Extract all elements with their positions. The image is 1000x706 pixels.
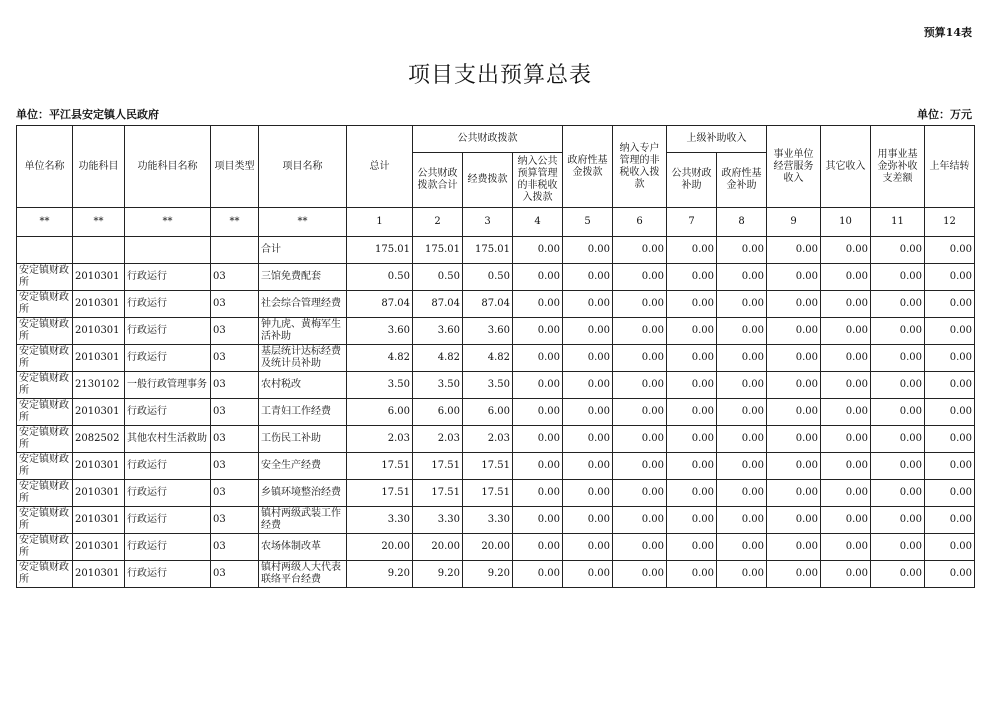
cell-amount: 0.00	[821, 426, 871, 453]
col-superior-public: 公共财政补助	[667, 153, 717, 208]
cell-amount: 0.00	[821, 534, 871, 561]
cell-project-type: 03	[211, 399, 259, 426]
cell-amount: 0.00	[667, 453, 717, 480]
cell-amount: 0.00	[667, 372, 717, 399]
table-row	[17, 480, 975, 507]
cell-function-name: 行政运行	[125, 291, 211, 318]
cell-amount: 87.04	[413, 291, 463, 318]
cell-amount: 175.01	[413, 237, 463, 264]
cell-project-type: 03	[211, 264, 259, 291]
cell-amount: 0.00	[613, 480, 667, 507]
cell-amount: 9.20	[463, 561, 513, 588]
cell-project-name: 镇村两级武装工作经费	[259, 507, 347, 534]
cell-amount: 0.00	[821, 264, 871, 291]
cell-amount: 0.00	[767, 534, 821, 561]
cell-amount: 0.00	[767, 291, 821, 318]
cell-amount: 0.00	[613, 345, 667, 372]
cell-amount: 0.00	[925, 561, 975, 588]
index-cell: 10	[821, 208, 871, 237]
index-cell: 5	[563, 208, 613, 237]
cell-project-name: 工伤民工补助	[259, 426, 347, 453]
cell-amount: 0.00	[613, 561, 667, 588]
cell-amount: 0.00	[563, 480, 613, 507]
col-reserve-fund: 用事业基金弥补收支差额	[871, 126, 925, 208]
cell-project-type: 03	[211, 426, 259, 453]
cell-function-code: 2010301	[73, 345, 125, 372]
cell-amount: 0.00	[717, 561, 767, 588]
cell-amount: 0.00	[925, 453, 975, 480]
cell-amount: 0.00	[613, 372, 667, 399]
cell-amount: 0.00	[613, 507, 667, 534]
cell-function-name: 一般行政管理事务	[125, 372, 211, 399]
cell-project-type: 03	[211, 561, 259, 588]
cell-project-name: 社会综合管理经费	[259, 291, 347, 318]
cell-amount: 2.03	[463, 426, 513, 453]
cell-amount: 175.01	[463, 237, 513, 264]
table-row	[17, 345, 975, 372]
cell-amount: 0.00	[767, 318, 821, 345]
cell-amount: 0.00	[821, 399, 871, 426]
col-carryover: 上年结转	[925, 126, 975, 208]
cell-amount: 0.00	[871, 399, 925, 426]
organization-unit: 单位：平江县安定镇人民政府	[16, 108, 159, 121]
cell-amount: 0.00	[613, 318, 667, 345]
cell-amount: 0.00	[925, 264, 975, 291]
cell-project-type: 03	[211, 372, 259, 399]
cell-amount: 0.00	[925, 399, 975, 426]
cell-amount: 0.00	[925, 318, 975, 345]
col-unit-name: 单位名称	[17, 126, 73, 208]
cell-amount: 9.20	[347, 561, 413, 588]
currency-unit: 单位：万元	[917, 108, 972, 121]
cell-amount: 0.00	[513, 453, 563, 480]
cell-amount: 0.00	[821, 453, 871, 480]
cell-function-code: 2010301	[73, 453, 125, 480]
table-row	[17, 399, 975, 426]
cell-amount: 0.00	[767, 453, 821, 480]
cell-project-type: 03	[211, 453, 259, 480]
cell-amount: 3.30	[347, 507, 413, 534]
cell-amount: 0.00	[513, 318, 563, 345]
cell-amount: 0.00	[871, 345, 925, 372]
cell-project-name: 农场体制改革	[259, 534, 347, 561]
index-row	[17, 208, 975, 237]
cell-function-code: 2010301	[73, 399, 125, 426]
cell-project-type: 03	[211, 318, 259, 345]
cell-amount: 3.60	[463, 318, 513, 345]
cell-project-type: 03	[211, 480, 259, 507]
cell-amount: 0.00	[871, 318, 925, 345]
cell-amount: 0.00	[613, 426, 667, 453]
cell-unit-name: 安定镇财政所	[17, 372, 73, 399]
cell-amount: 17.51	[347, 480, 413, 507]
cell-amount: 0.00	[667, 507, 717, 534]
total-row	[17, 237, 975, 264]
index-cell: **	[17, 208, 73, 237]
cell-amount: 17.51	[347, 453, 413, 480]
table-row	[17, 561, 975, 588]
cell-amount: 87.04	[463, 291, 513, 318]
cell-amount: 0.00	[667, 561, 717, 588]
cell-amount: 0.00	[513, 534, 563, 561]
cell-amount: 0.00	[563, 399, 613, 426]
cell-amount: 3.30	[463, 507, 513, 534]
col-nontax-allocation: 纳入公共预算管理的非税收入拨款	[513, 153, 563, 208]
cell-amount: 20.00	[347, 534, 413, 561]
cell-amount: 0.00	[925, 345, 975, 372]
cell-amount: 2.03	[413, 426, 463, 453]
cell-amount: 3.50	[347, 372, 413, 399]
cell-function-code: 2130102	[73, 372, 125, 399]
cell-unit-name: 安定镇财政所	[17, 399, 73, 426]
cell-function-name: 行政运行	[125, 507, 211, 534]
table-row	[17, 507, 975, 534]
table-row	[17, 372, 975, 399]
cell-amount: 0.00	[613, 237, 667, 264]
cell-amount: 17.51	[413, 453, 463, 480]
index-cell: **	[259, 208, 347, 237]
cell-amount: 0.00	[717, 507, 767, 534]
cell-project-name: 钟九虎、黄梅军生活补助	[259, 318, 347, 345]
cell-amount: 3.60	[347, 318, 413, 345]
index-cell: 3	[463, 208, 513, 237]
cell-unit-name: 安定镇财政所	[17, 534, 73, 561]
index-cell: 4	[513, 208, 563, 237]
cell-amount: 3.50	[463, 372, 513, 399]
cell-amount: 0.00	[821, 561, 871, 588]
cell-unit-name: 安定镇财政所	[17, 561, 73, 588]
cell-amount: 0.00	[717, 480, 767, 507]
col-function-code: 功能科目	[73, 126, 125, 208]
cell-amount: 0.00	[717, 264, 767, 291]
cell-function-name: 其他农村生活救助	[125, 426, 211, 453]
cell-amount: 0.00	[513, 291, 563, 318]
index-cell: 7	[667, 208, 717, 237]
cell-amount: 0.00	[821, 291, 871, 318]
cell-amount: 0.00	[767, 237, 821, 264]
cell-function-code	[73, 237, 125, 264]
cell-amount: 0.00	[767, 264, 821, 291]
cell-project-name: 合计	[259, 237, 347, 264]
col-public-total: 公共财政拨款合计	[413, 153, 463, 208]
cell-unit-name: 安定镇财政所	[17, 291, 73, 318]
form-number: 预算14表	[923, 26, 972, 39]
cell-function-code: 2082502	[73, 426, 125, 453]
cell-amount: 0.00	[667, 318, 717, 345]
index-cell: 12	[925, 208, 975, 237]
cell-amount: 0.50	[347, 264, 413, 291]
cell-function-name: 行政运行	[125, 264, 211, 291]
cell-amount: 0.00	[925, 291, 975, 318]
cell-amount: 0.00	[563, 561, 613, 588]
cell-project-name: 三馆免费配套	[259, 264, 347, 291]
col-fee-allocation: 经费拨款	[463, 153, 513, 208]
cell-amount: 6.00	[463, 399, 513, 426]
cell-function-code: 2010301	[73, 318, 125, 345]
cell-amount: 4.82	[347, 345, 413, 372]
cell-amount: 0.00	[767, 507, 821, 534]
table-row	[17, 426, 975, 453]
cell-amount: 17.51	[463, 453, 513, 480]
cell-function-name: 行政运行	[125, 345, 211, 372]
index-cell: 8	[717, 208, 767, 237]
cell-amount: 175.01	[347, 237, 413, 264]
cell-amount: 0.00	[613, 291, 667, 318]
cell-amount: 0.00	[767, 399, 821, 426]
col-group-superior-subsidy: 上级补助收入	[667, 126, 767, 153]
col-business-income: 事业单位经营服务收入	[767, 126, 821, 208]
cell-function-code: 2010301	[73, 264, 125, 291]
cell-function-code: 2010301	[73, 561, 125, 588]
cell-amount: 0.00	[563, 264, 613, 291]
cell-amount: 0.00	[667, 291, 717, 318]
cell-project-type: 03	[211, 507, 259, 534]
cell-amount: 0.00	[513, 561, 563, 588]
cell-project-type: 03	[211, 291, 259, 318]
cell-amount: 0.00	[513, 399, 563, 426]
cell-unit-name: 安定镇财政所	[17, 507, 73, 534]
cell-amount: 0.00	[871, 561, 925, 588]
cell-amount: 0.00	[717, 237, 767, 264]
cell-amount: 0.00	[871, 480, 925, 507]
cell-amount: 0.00	[563, 345, 613, 372]
col-superior-fund: 政府性基金补助	[717, 153, 767, 208]
cell-unit-name: 安定镇财政所	[17, 453, 73, 480]
cell-project-name: 工青妇工作经费	[259, 399, 347, 426]
cell-amount: 0.00	[717, 345, 767, 372]
page-title: 项目支出预算总表	[407, 63, 592, 88]
cell-project-name: 基层统计达标经费及统计员补助	[259, 345, 347, 372]
cell-amount: 2.03	[347, 426, 413, 453]
cell-amount: 87.04	[347, 291, 413, 318]
cell-amount: 0.00	[871, 507, 925, 534]
col-other-income: 其它收入	[821, 126, 871, 208]
cell-project-type: 03	[211, 534, 259, 561]
cell-amount: 0.00	[767, 372, 821, 399]
cell-amount: 0.00	[513, 426, 563, 453]
col-function-name: 功能科目名称	[125, 126, 211, 208]
cell-amount: 6.00	[413, 399, 463, 426]
project-expenditure-table	[16, 125, 975, 588]
cell-amount: 0.00	[717, 399, 767, 426]
cell-amount: 0.50	[463, 264, 513, 291]
cell-amount: 0.00	[717, 453, 767, 480]
cell-amount: 0.00	[717, 534, 767, 561]
cell-amount: 3.60	[413, 318, 463, 345]
index-cell: **	[125, 208, 211, 237]
cell-amount: 0.00	[563, 318, 613, 345]
cell-amount: 0.00	[613, 534, 667, 561]
cell-amount: 0.00	[871, 453, 925, 480]
cell-amount: 0.50	[413, 264, 463, 291]
index-cell: 1	[347, 208, 413, 237]
cell-unit-name	[17, 237, 73, 264]
cell-amount: 0.00	[563, 237, 613, 264]
cell-project-type: 03	[211, 345, 259, 372]
cell-unit-name: 安定镇财政所	[17, 318, 73, 345]
cell-amount: 4.82	[413, 345, 463, 372]
table-row	[17, 453, 975, 480]
cell-unit-name: 安定镇财政所	[17, 480, 73, 507]
cell-function-name: 行政运行	[125, 399, 211, 426]
index-cell: 9	[767, 208, 821, 237]
cell-project-name: 农村税改	[259, 372, 347, 399]
cell-amount: 0.00	[871, 534, 925, 561]
cell-amount: 0.00	[871, 237, 925, 264]
cell-function-name: 行政运行	[125, 561, 211, 588]
cell-amount: 0.00	[667, 480, 717, 507]
cell-amount: 0.00	[925, 426, 975, 453]
cell-amount: 0.00	[925, 480, 975, 507]
col-project-type: 项目类型	[211, 126, 259, 208]
cell-amount: 0.00	[563, 372, 613, 399]
cell-amount: 0.00	[563, 426, 613, 453]
col-total: 总计	[347, 126, 413, 208]
cell-amount: 0.00	[513, 264, 563, 291]
index-cell: 2	[413, 208, 463, 237]
index-cell: 6	[613, 208, 667, 237]
cell-amount: 0.00	[613, 399, 667, 426]
cell-amount: 0.00	[513, 507, 563, 534]
cell-function-code: 2010301	[73, 534, 125, 561]
cell-amount: 0.00	[613, 453, 667, 480]
cell-amount: 0.00	[925, 534, 975, 561]
cell-amount: 0.00	[925, 237, 975, 264]
col-special-account: 纳入专户管理的非税收入拨款	[613, 126, 667, 208]
table-row	[17, 264, 975, 291]
cell-function-name: 行政运行	[125, 534, 211, 561]
cell-amount: 0.00	[767, 426, 821, 453]
cell-project-type	[211, 237, 259, 264]
cell-project-name: 镇村两级人大代表联络平台经费	[259, 561, 347, 588]
cell-amount: 0.00	[667, 237, 717, 264]
cell-amount: 0.00	[563, 507, 613, 534]
cell-unit-name: 安定镇财政所	[17, 264, 73, 291]
cell-amount: 20.00	[463, 534, 513, 561]
cell-amount: 0.00	[667, 264, 717, 291]
cell-amount: 0.00	[717, 426, 767, 453]
cell-function-code: 2010301	[73, 291, 125, 318]
cell-amount: 17.51	[413, 480, 463, 507]
cell-amount: 0.00	[871, 426, 925, 453]
index-cell: **	[211, 208, 259, 237]
col-project-name: 项目名称	[259, 126, 347, 208]
cell-function-name: 行政运行	[125, 318, 211, 345]
cell-amount: 0.00	[767, 345, 821, 372]
cell-amount: 0.00	[821, 507, 871, 534]
cell-amount: 0.00	[717, 318, 767, 345]
cell-project-name: 安全生产经费	[259, 453, 347, 480]
cell-amount: 3.50	[413, 372, 463, 399]
table-row	[17, 534, 975, 561]
cell-amount: 17.51	[463, 480, 513, 507]
cell-amount: 0.00	[925, 507, 975, 534]
cell-function-name: 行政运行	[125, 480, 211, 507]
cell-amount: 0.00	[717, 372, 767, 399]
cell-unit-name: 安定镇财政所	[17, 345, 73, 372]
cell-amount: 0.00	[821, 345, 871, 372]
cell-amount: 0.00	[871, 372, 925, 399]
cell-amount: 20.00	[413, 534, 463, 561]
table-body	[17, 208, 975, 588]
table-row	[17, 291, 975, 318]
cell-amount: 0.00	[613, 264, 667, 291]
cell-amount: 0.00	[821, 237, 871, 264]
cell-amount: 0.00	[667, 345, 717, 372]
cell-amount: 0.00	[667, 399, 717, 426]
cell-amount: 0.00	[767, 561, 821, 588]
cell-function-code: 2010301	[73, 507, 125, 534]
col-group-public-finance: 公共财政拨款	[413, 126, 563, 153]
cell-amount: 0.00	[871, 264, 925, 291]
cell-amount: 0.00	[513, 480, 563, 507]
index-cell: 11	[871, 208, 925, 237]
cell-amount: 0.00	[667, 426, 717, 453]
cell-amount: 0.00	[821, 372, 871, 399]
cell-amount: 0.00	[925, 372, 975, 399]
col-gov-fund: 政府性基金拨款	[563, 126, 613, 208]
cell-amount: 0.00	[513, 237, 563, 264]
cell-amount: 0.00	[513, 372, 563, 399]
cell-function-name	[125, 237, 211, 264]
cell-amount: 0.00	[717, 291, 767, 318]
cell-amount: 0.00	[821, 480, 871, 507]
cell-amount: 9.20	[413, 561, 463, 588]
index-cell: **	[73, 208, 125, 237]
cell-amount: 0.00	[563, 291, 613, 318]
cell-amount: 0.00	[821, 318, 871, 345]
cell-amount: 0.00	[871, 291, 925, 318]
cell-amount: 4.82	[463, 345, 513, 372]
cell-amount: 0.00	[667, 534, 717, 561]
cell-function-name: 行政运行	[125, 453, 211, 480]
cell-project-name: 乡镇环境整治经费	[259, 480, 347, 507]
cell-amount: 0.00	[767, 480, 821, 507]
cell-amount: 3.30	[413, 507, 463, 534]
cell-amount: 0.00	[513, 345, 563, 372]
table-row	[17, 318, 975, 345]
cell-amount: 0.00	[563, 534, 613, 561]
cell-function-code: 2010301	[73, 480, 125, 507]
cell-amount: 0.00	[563, 453, 613, 480]
cell-amount: 6.00	[347, 399, 413, 426]
cell-unit-name: 安定镇财政所	[17, 426, 73, 453]
